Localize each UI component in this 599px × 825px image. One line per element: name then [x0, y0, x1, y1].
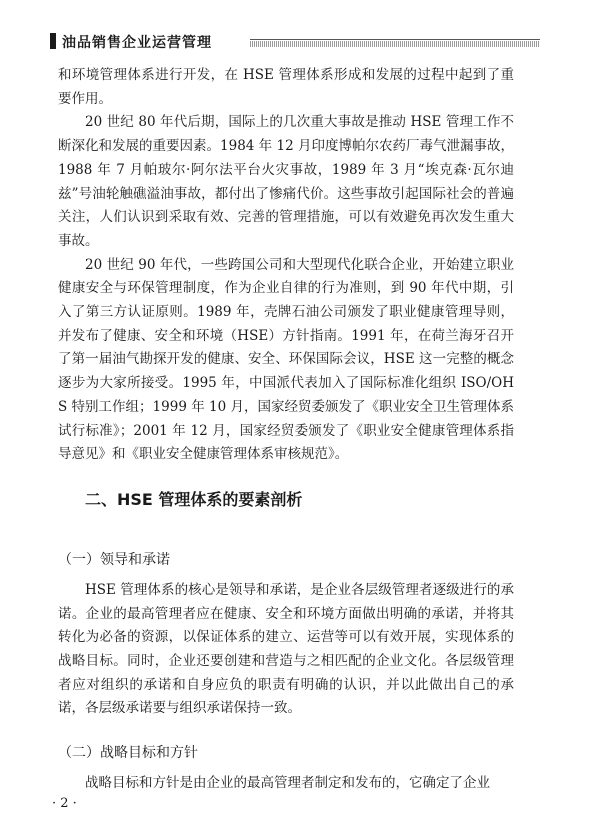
subsection-heading-2: （二）战略目标和方针: [58, 745, 198, 762]
section-heading: 二、HSE 管理体系的要素剖析: [85, 489, 303, 509]
header-marker-bar: [50, 33, 56, 49]
header-rule-pattern: [250, 41, 540, 47]
paragraph-leadership: HSE 管理体系的核心是领导和承诺，是企业各层级管理者逐级进行的承诺。企业的最高管理者应在健康、安全和环境方面做出明确的承诺，并将其转化为必备的资源，以保证体系的建立、运营等可以有效开展，实现体系的战略目标。同时，企业还要创建和营造与之相匹配的企业文化。各层级管理者应对组织的承诺和自身应负的职责有明确的认识，并以此做出自己的承诺，各层级承诺要与组织承诺保持一致。: [58, 581, 514, 717]
subsection-heading-1: （一）领导和承诺: [58, 551, 170, 568]
paragraph-1980s-accidents: 20 世纪 80 年代后期，国际上的几次重大事故是推动 HSE 管理工作不断深化和发展的重要因素。1984 年 12 月印度博帕尔农药厂毒气泄漏事故，1988 年 7 月帕玻尔·阿尔法平台火灾事故，1989 年 3 月“埃克森·瓦尔迪兹”号油轮触礁溢油事故，都付出了惨痛代价。这些事故引起国际社会的普遍关注，人们认识到采取有效、完善的管理措施，可以有效避免再次发生重大事故。: [58, 114, 514, 249]
book-title: 油品销售企业运营管理: [62, 35, 212, 51]
paragraph-continued: 和环境管理体系进行开发，在 HSE 管理体系形成和发展的过程中起到了重要作用。: [58, 67, 514, 107]
page-number: · 2 ·: [52, 796, 77, 811]
paragraph-1990s-development: 20 世纪 90 年代，一些跨国公司和大型现代化联合企业，开始建立职业健康安全与环保管理制度，作为企业自律的行为准则，到 90 年代中期，引入了第三方认证原则。1989 年，壳牌石油公司颁发了职业健康管理导则，并发布了健康、安全和环境（HSE）方针指南。1991 年，在荷兰海牙召开了第一届油气勘探开发的健康、安全、环保国际会议，HSE 这一完整的概念逐步为大家所接受。1995 年，中国派代表加入了国际标准化组织 ISO/OHS 特别工作组；1999 年 10 月，国家经贸委颁发了《职业安全卫生管理体系试行标准》；2001 年 12 月，国家经贸委颁发了《职业安全健康管理体系指导意见》和《职业安全健康管理体系审核规范》。: [58, 256, 514, 463]
page-body: [58, 64, 514, 796]
header-rule-line: [250, 39, 540, 40]
running-header: [50, 30, 540, 52]
paragraph-strategy: 战略目标和方针是由企业的最高管理者制定和发布的，它确定了企业: [85, 775, 490, 792]
